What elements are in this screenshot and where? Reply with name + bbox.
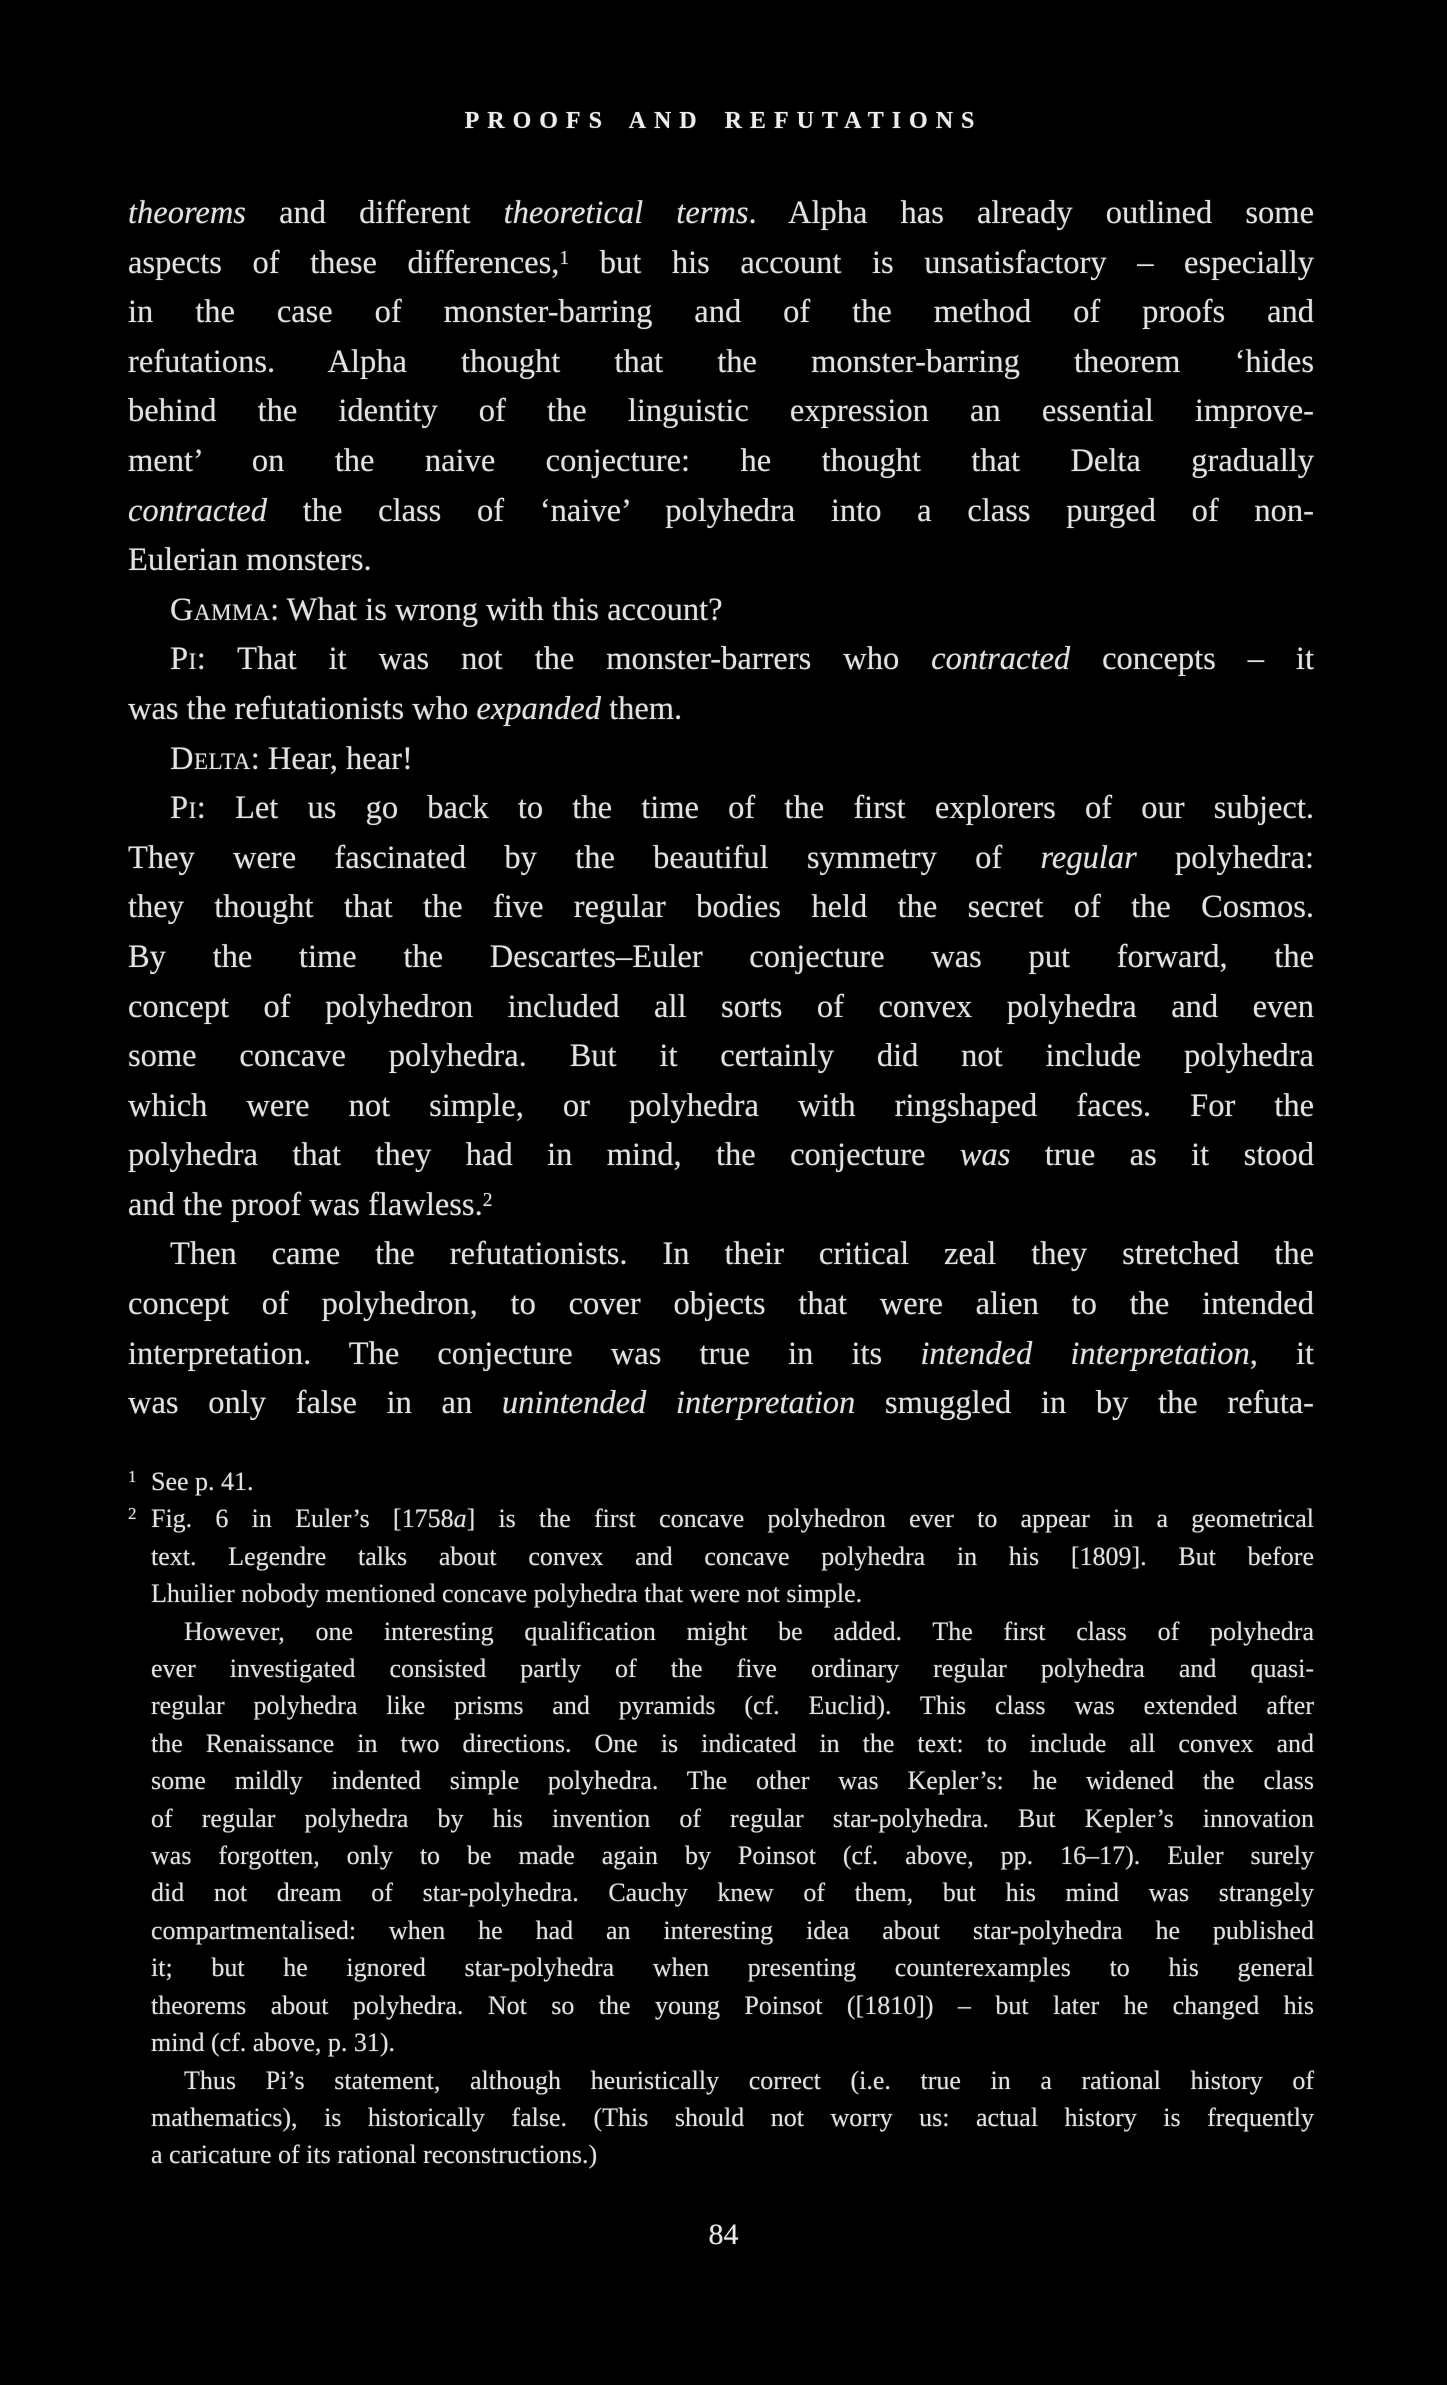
footnote-line: Lhuilier nobody mentioned concave polyhedra that were not simple.: [151, 1579, 863, 1609]
running-head: PROOFS AND REFUTATIONS: [464, 108, 983, 134]
body-line: polyhedra that they had in mind, the conjecture was true as it stood: [128, 1137, 1314, 1174]
footnote-line: However, one interesting qualification might be added. The first class of polyhedra: [184, 1616, 1314, 1646]
footnote-line: mathematics), is historically false. (This should not worry us: actual history is frequently: [151, 2102, 1314, 2132]
body-line: Delta: Hear, hear!: [170, 740, 413, 777]
footnote-line: a caricature of its rational reconstructions.): [151, 2140, 598, 2170]
body-line: contracted the class of ‘naive’ polyhedra into a class purged of non-: [128, 492, 1314, 529]
body-line: Gamma: What is wrong with this account?: [170, 591, 723, 628]
footnote-line: compartmentalised: when he had an interesting idea about star-polyhedra he published: [151, 1915, 1314, 1945]
body-line: ment’ on the naive conjecture: he thought that Delta gradually: [128, 442, 1314, 479]
body-line: they thought that the five regular bodies held the secret of the Cosmos.: [128, 889, 1314, 926]
footnote-line: theorems about polyhedra. Not so the young Poinsot ([1810]) – but later he changed his: [151, 1990, 1314, 2020]
body-text: [128, 189, 1314, 1429]
body-line: was the refutationists who expanded them.: [128, 690, 683, 727]
body-line: concept of polyhedron, to cover objects that were alien to the intended: [128, 1286, 1314, 1323]
body-line: Then came the refutationists. In their critical zeal they stretched the: [170, 1236, 1314, 1273]
footnote-line: ever investigated consisted partly of the five ordinary regular polyhedra and quasi-: [151, 1654, 1314, 1684]
footnote-line: did not dream of star-polyhedra. Cauchy knew of them, but his mind was strangely: [151, 1878, 1314, 1908]
footnote-line: was forgotten, only to be made again by Poinsot (cf. above, pp. 16–17). Euler surely: [151, 1841, 1314, 1871]
footnote-line: regular polyhedra like prisms and pyramids (cf. Euclid). This class was extended after: [151, 1691, 1314, 1721]
body-line: Pi: Let us go back to the time of the first explorers of our subject.: [170, 790, 1314, 827]
footnotes: [128, 1463, 1314, 2174]
body-line: By the time the Descartes–Euler conjecture was put forward, the: [128, 938, 1314, 975]
body-line: Eulerian monsters.: [128, 542, 372, 579]
footnote-line: the Renaissance in two directions. One is indicated in the text: to include all convex and: [151, 1728, 1314, 1758]
footnote-line: Thus Pi’s statement, although heuristically correct (i.e. true in a rational history of: [184, 2065, 1314, 2095]
footnote-line: it; but he ignored star-polyhedra when presenting counterexamples to his general: [151, 1953, 1314, 1983]
footnote-marker: 1: [128, 1467, 137, 1486]
body-line: theorems and different theoretical terms. Alpha has already outlined some: [128, 195, 1314, 231]
body-line: behind the identity of the linguistic expression an essential improve-: [128, 393, 1314, 430]
footnote-line: text. Legendre talks about convex and concave polyhedra in his [1809]. But before: [151, 1541, 1314, 1571]
footnote-line: 1 See p. 41.: [128, 1463, 1314, 1500]
body-line: aspects of these differences,$^1$ but his account is unsatisfactory – especially: [128, 244, 1314, 281]
body-line: They were fascinated by the beautiful symmetry of regular polyhedra:: [128, 839, 1314, 876]
body-line: refutations. Alpha thought that the monster-barring theorem ‘hides: [128, 343, 1314, 380]
page-number: 84: [708, 2218, 739, 2251]
footnote-line: some mildly indented simple polyhedra. The other was Kepler’s: he widened the class: [151, 1766, 1314, 1796]
body-line: interpretation. The conjecture was true in its intended interpretation, it: [128, 1335, 1315, 1372]
body-line: Pi: That it was not the monster-barrers who contracted concepts – it: [170, 641, 1314, 678]
footnote-marker: 2: [128, 1504, 137, 1524]
body-line: some concave polyhedra. But it certainly did not include polyhedra: [128, 1038, 1314, 1075]
footnote-line: 2 Fig. 6 in Euler’s [1758a] is the first concave polyhedron ever to appear in a geometrical: [128, 1500, 1314, 1537]
footnote-line: of regular polyhedra by his invention of regular star-polyhedra. But Kepler’s innovation: [151, 1803, 1314, 1833]
body-line: was only false in an unintended interpretation smuggled in by the refuta-: [128, 1385, 1314, 1422]
footnote-line: mind (cf. above, p. 31).: [151, 2028, 396, 2058]
body-line: concept of polyhedron included all sorts of convex polyhedra and even: [128, 988, 1314, 1025]
body-line: and the proof was flawless.$^2$: [128, 1186, 493, 1223]
body-line: which were not simple, or polyhedra with ringshaped faces. For the: [128, 1087, 1314, 1124]
body-line: in the case of monster-barring and of the method of proofs and: [128, 294, 1314, 331]
